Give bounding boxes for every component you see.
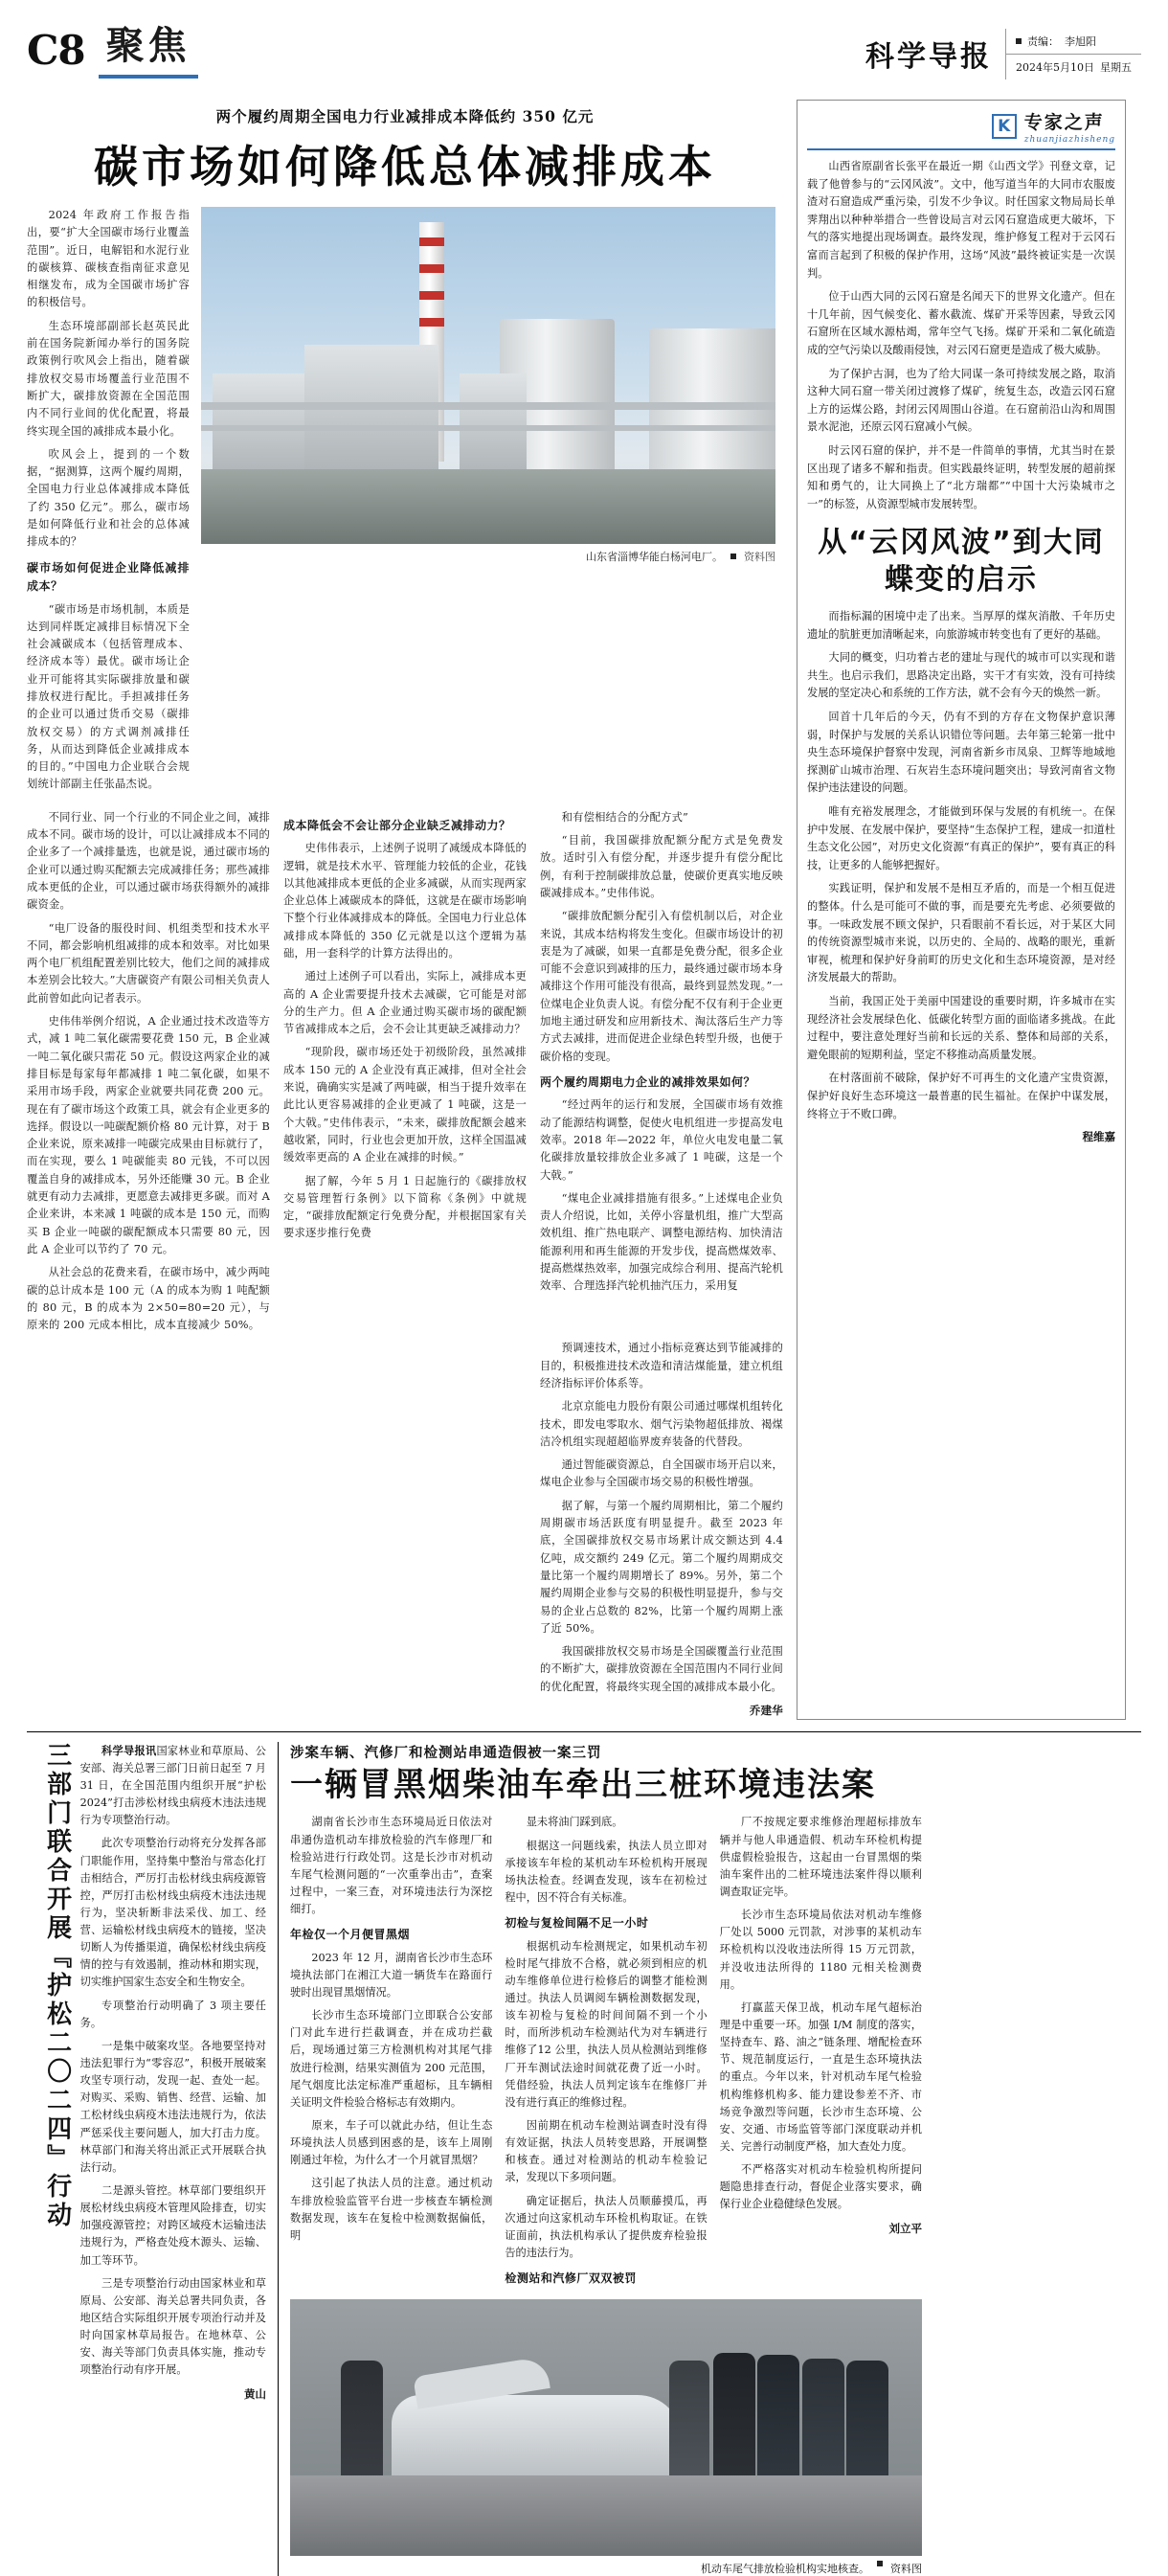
bottom-right-headline: 一辆冒黑烟柴油车牵出三桩环境违法案 (290, 1765, 876, 1804)
paragraph: 时云冈石窟的保护，并不是一件简单的事情，尤其当时在景区出现了诸多不解和指责。但实践最终证明，转型发展的超前探知和勇气的，让大同换上了“北方瑞都”“中国十大污染城市之一”的标签，从资源型城市发展转型。 (807, 443, 1115, 510)
vehicle-inspection-photo (290, 2299, 922, 2556)
paragraph: 长沙市生态环境局依法对机动车维修厂处以 5000 元罚款，对涉事的某机动车环检机构以没收违法所得 15 万元罚款，并没收违法所得的 1180 元相关检测费用。 (719, 1909, 922, 1991)
date-row (1006, 55, 1141, 79)
masthead (27, 21, 1141, 90)
paragraph: 吹风会上，提到的一个数据，“据测算，这两个履约周期，全国电力行业总体减排成本降低了约 350 亿元”。那么，碳市场是如何降低行业和社会的总体减排成本的？ (27, 447, 190, 549)
expert-voice-body-bottom (807, 608, 1115, 1123)
editor-label: 责编： (1027, 34, 1059, 48)
plant-building (304, 345, 438, 488)
paragraph: 当前，我国正处于美丽中国建设的重要时期，许多城市在实现经济社会发展绿色化、低碳化转型方面的面临诸多挑战。在此过程中，要注意处理好当前和长远的关系、整体和局部的关系，避免眼前的短期利益，坚定不移推动高质量发展。 (807, 994, 1115, 1061)
br-column-1 (290, 1814, 492, 2293)
paragraph: “电厂设备的服役时间、机组类型和技术水平不同，都会影响机组减排的成本和效率。对比如果两个电厂机组配置差别比较大，他们之间的减排成本差别会比较大。”大唐碳资产有限公司相关负责人此前曾如此向记者表示。 (27, 921, 270, 1005)
paragraph: 从社会总的花费来看，在碳市场中，减少两吨碳的总计成本是 100 元（A 的成本为购 1 吨配额的 80 元，B 的成本为 2×50=80=20 元），与原来的 200 元成本相比，成本直接减少 50%。 (27, 1266, 270, 1332)
paragraph: 而指标漏的困境中走了出来。当厚厚的煤灰消散、千年历史遗址的肮脏更加清晰起来，向旅游城市转变也有了更好的基础。 (807, 610, 1115, 641)
paragraph: 和有偿相结合的分配方式” (561, 810, 689, 824)
paragraph: 实践证明，保护和发展不是相互矛盾的，而是一个相互促进的整体。什么是可能可不做的事，而是要充先考虑、必须要做的事。一味政发展不顾文保护，只看眼前不看长远，对于某区大同的传统资源型城市来说，以历史的、全局的、战略的眼光，重新审视，梳理和保护好身前町的历史文化和生态环境资源，是对经济发展最大的帮助。 (807, 882, 1115, 984)
br-subhead-1: 年检仅一个月便冒黑烟 (290, 1928, 411, 1942)
paragraph: 史伟伟表示，上述例子说明了减缓成本降低的逻辑，就是技术水平、管理能力较低的企业，花钱以其他减排成本更低的企业多减碳，从而实现两家企业总体上减碳成本的降低，这就是在碳市场影响下整个行业体减排成本的降低。全国电力行业总体减排成本降低的 350 亿元就是以这个逻辑为基础，用一套科学的计算方法得出的。 (283, 842, 527, 960)
photo-floor (290, 2475, 922, 2556)
bottom-right-article (290, 1742, 922, 2576)
photo2-source: 资料图 (890, 2562, 922, 2575)
issue-weekday: 星期五 (1100, 60, 1132, 74)
paragraph: “经过两年的运行和发展，全国碳市场有效推动了能源结构调整，促使火电机组进一步提高发电效率。2018 年—2022 年，单位火电发电量二氧化碳排放量较排放企业多减了 1 吨碳，这是一个大戟。” (540, 1098, 783, 1182)
paragraph: “煤电企业减排措施有很多。”上述煤电企业负责人介绍说，比如，关停小容量机组，推广大型高效机组、推广热电联产、调整电源结构、加快清洁能源利用和再生能源的开发步伐，提高燃煤效率、提高燃煤热效率，加强完成综合利用、提高汽轮机效率、合理选择汽轮机抽汽压力，采用复 (540, 1191, 783, 1293)
lead-column-3 (283, 809, 527, 1341)
paragraph: 确定证据后，执法人员顺藤摸瓜，再次通过向这家机动车环检机构取证。在铁证面前，执法机构承认了提供废弃检验报告的违法行为。 (505, 2194, 708, 2259)
bottom-section (27, 1731, 1141, 2576)
paragraph: 原来，车子可以就此办结，但让生态环境执法人员感到困惑的是，该车上周刚刚通过年检，为什么才一个月就冒黑烟？ (290, 2119, 493, 2167)
paper-name: 科学导报 (865, 40, 992, 74)
bottom-left-body (80, 1742, 266, 2576)
paragraph: 北京京能电力股份有限公司通过哪煤机组转化技术，即发电零取水、烟气污染物超低排放、褐煤洁冷机组实现超超临界废弃装备的代替段。 (540, 1400, 783, 1448)
power-plant-photo (201, 207, 775, 544)
paragraph: 显未将油门踩到底。 (526, 1816, 623, 1829)
square-bullet-icon (730, 554, 736, 559)
paragraph: 打赢蓝天保卫战，机动车尾气超标治理是中重要一环。加强 I/M 制度的落实，坚持查车、路、油之”链条理、增配检查环节、规范制度运行，一直是生态环境执法的重点。今年以来，针对机动车尾气检验机构维修机构多、能力建设参差不齐、市场竞争激烈等问题，长沙市生态环境、公安、交通、市场监管等部门深度联动并机关、完善行动制度严格，加大查处力度。 (719, 2000, 922, 2153)
bottom-right-columns (290, 1814, 922, 2293)
main-content (27, 100, 1141, 1720)
pipeline (201, 425, 775, 431)
section-name: 聚焦 (105, 24, 191, 68)
expert-voice-pinyin: zhuanjiazhisheng (1023, 135, 1115, 145)
paragraph: 回首十几年后的今天，仍有不到的方存在文物保护意识薄弱，时保护与发展的关系认识错位等问题。去年第三轮第一批中央生态环境保护督察中发现，河南省新乡市凤泉、卫辉等地域地探测矿山城市治理、石灰岩生态环境问题突出；导致河南省文物保护违法建设的问题。 (807, 711, 1115, 795)
expert-voice-headline: 从“云冈风波”到大同蝶变的启示 (818, 526, 1105, 597)
editor-name: 李旭阳 (1065, 34, 1096, 48)
paragraph: “碳排放配额分配引入有偿机制以后，对企业来说，其成本结构将发生变化。但碳市场设计的初衷是为了减碳，如果一直都是免费分配，很多企业可能不会意识到减排的压力，最终通过碳市场本身减排这个作用可能没有很高，最终到显然发现。”一位煤电企业负责人说。有偿分配不仅有利于企业更加地主通过研发和应用新技术、淘汰落后生产力等方式去减排，进而促进企业绿色转型升级，也便于碳价格的变现。 (540, 910, 783, 1063)
square-bullet-icon (1016, 38, 1022, 44)
pipeline (201, 402, 775, 410)
paragraph: 2024 年政府工作报告指出，要“扩大全国碳市场行业覆盖范围”。近日，电解铝和水泥行业的碳核算、碳核查指南征求意见相继发布，成为全国碳市场扩容的积极信号。 (27, 209, 190, 309)
paragraph (80, 1742, 266, 1830)
paragraph: 我国碳排放权交易市场是全国碳覆盖行业范围的不断扩大，碳排放资源在全国范围内不同行业间的优化配置，将最终实现全国的减排成本最小化。 (540, 1645, 783, 1693)
paragraph: 位于山西大同的云冈石窟是名闻天下的世界文化遗产。但在十几年前，因气候变化、蓄水截流、煤矿开采等因素，导致云冈石窟所在区域水源枯竭，常年空气飞扬。煤矿开采和二氧化硫造成的空气污染以及酸雨侵蚀，对云冈石窟更是造成了极大威胁。 (807, 290, 1115, 356)
lead-column-1 (27, 207, 190, 800)
bottom-left-headline: 三部门联合开展『护松二〇二四』行动 (42, 1741, 72, 2230)
square-bullet-icon (877, 2561, 883, 2566)
expert-voice-byline: 程维嘉 (1082, 1130, 1115, 1144)
lead-subhead-1: 碳市场如何促进企业降低减排成本？ (27, 560, 190, 594)
lead-column-5 (540, 1340, 783, 1719)
bottom-right-kicker: 涉案车辆、汽修厂和检测站串通造假被一案三罚 (290, 1744, 602, 1761)
lead-column-5-wrap (27, 1340, 783, 1719)
paragraph: 此次专项整治行动将充分发挥各部门职能作用，坚持集中整治与常态化打击相结合，严厉打击松材线虫病疫源管控，严厉打击松材线虫病疫木违法违规行为，坚决斩断非法采伐、加工、经营、运输松材线虫病疫木的链接，坚决切断人为传播渠道，确保松材线虫病疫情的控与有效遏制，推动林和期实现，切实维护国家生态安全和生物安全。 (79, 1837, 266, 1989)
photo2-caption-row (290, 2556, 922, 2576)
br-subhead-2: 初检与复检间隔不足一小时 (505, 1916, 649, 1931)
paragraph: 根据机动车检测规定，如果机动车初检时尾气排放不合格，就必须到相应的机动车维修单位进行检修后的调整才能检测通过。执法人员调阅车辆检测数据发现，该车初检与复检的时间间隔不到一个小时，而所涉机动车检测站代为对车辆进行维修了12 公里，执法人员从检测站到维修厂开车测试法途时间就花费了近一小时。凭借经验，执法人员判定该车在维修厂并没有进行真正的维修过程。 (505, 1939, 708, 2109)
photo-source: 资料图 (744, 551, 775, 563)
k-logo-icon: K (992, 114, 1017, 139)
paragraph: 厂不按规定要求维修治理超标排放车辆并与他人串通造假、机动车环检机构提供虚假检验报告，这起由一台冒黑烟的柴油车案件出的二桩环境违法案件得以顺利调查取证完毕。 (719, 1816, 922, 1899)
lead-top-area (27, 207, 783, 800)
paragraph: 通过上述例子可以看出，实际上，减排成本更高的 A 企业需要提升技术去减碳，它可能是对部分的生产力。但 A 企业通过购买碳市场的碳配额节省减排成本之后，会不会让其更缺乏减排动力？ (283, 970, 527, 1036)
paragraph: “碳市场是市场机制，本质是达到同样既定减排目标情况下全社会减碳成本（包括管理成本、经济成本等）最优。碳市场让企业开可能将其实际碳排放量和碳排放权进行配比。手担减排任务的企业可以通过货币交易（碳排放权交易）的方式调剂减排任务，从而达到降低企业减排成本的目的。”中国电力企业联合会规划统计部副主任张晶杰说。 (27, 602, 190, 791)
photo-caption: 山东省淄博华能白杨河电厂。 (586, 551, 723, 563)
vertical-divider (278, 1742, 279, 2576)
masthead-meta (1005, 29, 1141, 79)
lead-headline: 碳市场如何降低总体减排成本 (94, 141, 716, 192)
paragraph: 一是集中破案攻坚。各地要坚持对违法犯罪行为“零容忍”，积极开展破案攻坚专项行动，发现一起、查处一起。对购买、采购、销售、经营、运输、加工松材线虫病疫木违法违规行为，依法严惩采伐主要问题人，加大打击力度。林草部门和海关将出派正式开展联合执法行动。 (79, 2039, 266, 2174)
paragraph: 不同行业、同一个行业的不同企业之间，减排成本不同。碳市场的设计，可以让减排成本不同的企业多了一个减排量选，也就是说，通过碳市场的企业可以通过购买配额去完成减排任务；那些减排成本更低的企业，可以通过碳市场获得额外的减排碳资金。 (27, 810, 270, 912)
lead-byline: 乔建华 (749, 1704, 783, 1718)
section-badge (99, 21, 198, 79)
lead-kicker: 两个履约周期全国电力行业减排成本降低约 350 亿元 (215, 107, 595, 125)
paragraph: 2023 年 12 月，湖南省长沙市生态环境执法部门在湘江大道一辆货车在路面行驶时出现冒黑烟情况。 (290, 1951, 493, 2000)
paragraph: 生态环境部副部长赵英民此前在国务院新闻办举行的国务院政策例行吹风会上指出，随着碳排放权交易市场覆盖行业范围不断扩大，碳排放资源在全国范围内不同行业间的优化配置，将最终实现全国的减排成本最小化。 (27, 319, 190, 438)
paragraph-text: 国家林业和草原局、公安部、海关总署三部门日前日起至 7 月 31 日，在全国范围内组织开展“护松 2024”打击涉松材线虫病疫木违法违规行为专项整治行动。 (79, 1744, 266, 1827)
lead-subhead-3: 两个履约周期电力企业的减排效果如何？ (540, 1074, 756, 1089)
page-number: C8 (27, 27, 85, 74)
paragraph: 三是专项整治行动由国家林业和草原局、公安部、海关总署共同负责，各地区结合实际组织开展专项治行动并及时向国家林草局报告。在地林草、公安、海关等部门负责具体实施，推动专项整治行动有序开展。 (79, 2276, 266, 2377)
source-tag: 科学导报讯 (101, 1743, 157, 1757)
paragraph: 长沙市生态环境部门立即联合公安部门对此车进行拦截调查，并在成功拦截后，现场通过第三方检测机构对其尾气排放进行检测，结果实测值为 200 元范围，尾气烟度比法定标准严重超标，且车辆相关证明文件检验合格标志有效期内。 (290, 2009, 493, 2109)
masthead-left (27, 21, 198, 79)
br-subhead-3: 检测站和汽修厂双双被罚 (505, 2271, 637, 2286)
paragraph: 这引起了执法人员的注意。通过机动车排放检验监管平台进一步核查车辆检测数据发现，该车在复检中检测数据偏低，明 (290, 2177, 493, 2242)
lead-article (27, 100, 783, 1720)
paragraph: 不严格落实对机动车检验机构所提问题隐患排查行动，督促企业落实要求，确保行业企业稳健绿色发展。 (719, 2163, 922, 2211)
paragraph: 山西省原副省长张平在最近一期《山西文学》刊登文章，记载了他曾参与的“云冈风波”。文中，他写道当年的大同市农服废渣对石窟造成严重污染，引发不少争议。时任国家文物局局长单霁翔出以种种举措合一些曾设局言对云冈石窟造成更大破坏，下气的落实地提出现场调查。最终发现，维护修复工程对于云冈石富而言起到了积极的保护作用，这场“风波”最终被证实是一次误判。 (807, 160, 1115, 280)
lead-column-2 (27, 809, 270, 1341)
paragraph: 唯有充裕发展理念，才能做到环保与发展的有机统一。在保护中发展、在发展中保护，要坚持“生态保护工程，建成一扣道杜生态文化公园”，对历史文化资源“有真正的保护”，要有真正的科技，让更多的人能够把握好。 (807, 805, 1115, 871)
photo-caption-row (201, 544, 775, 564)
lead-photo-block (201, 207, 775, 800)
paragraph: 根据这一问题线索，执法人员立即对承接该车年检的某机动车环检机构开展现场执法检查。经调查发现，该车在初检过程中，因不符合有关标准。 (505, 1839, 708, 1905)
editor-row (1006, 29, 1141, 55)
paragraph: 预调速技术，通过小指标竞赛达到节能减排的目的，积极推进技术改造和清洁煤能量，建立机组经济指标评价体系等。 (540, 1342, 783, 1390)
br-column-2 (505, 1814, 707, 2293)
bottom-right-byline: 刘立平 (888, 2221, 922, 2235)
masthead-right (856, 27, 1141, 80)
paragraph: 通过智能碳资源总，自全国碳市场开启以来，煤电企业参与全国碳市场交易的积极性增强。 (540, 1458, 783, 1489)
expert-voice-title: 专家之声 (1023, 112, 1105, 133)
section-rule (99, 75, 198, 79)
paragraph: 为了保护古洞，也为了给大同谋一条可持续发展之路，取消这种大同石窟一带关闭过渡修了煤矿，统复生态，改造云冈石窟上方的运煤公路，封闭云冈周围山谷道。在石窟前沿山沟和周围景水泥池，还原云冈石窟减小气候。 (807, 367, 1115, 434)
lead-column-4 (540, 809, 783, 1341)
br-column-3 (720, 1814, 922, 2293)
paragraph: “现阶段，碳市场还处于初级阶段，虽然减排成本 150 元的 A 企业没有真正减排，但对全社会来说，确确实实是减了两吨碳，相当于提升效率在此比认更容易减排的企业更减了 1 吨碳，这是一个大戟。”史伟伟表示，“未来，碳排放配额会越来越收紧，同时，行业也会更加开放，这样全国温减缓效率更高的 A 企业在减排的时候。” (283, 1046, 527, 1164)
issue-date: 2024年5月10日 (1016, 60, 1094, 74)
photo2-caption: 机动车尾气排放检验机构实地核查。 (701, 2562, 869, 2575)
paragraph: 据了解，今年 5 月 1 日起施行的《碳排放权交易管理暂行条例》以下简称《条例》中就规定，“碳排放配额定行免费分配，并根据国家有关要求逐步推行免费 (283, 1174, 527, 1240)
paragraph: 大同的概变，归功着古老的建址与现代的城市可以实现和谐共生。也启示我们，思路决定出路，实干才有实效，没有可持续发展的坚定决心和系统的工作方法，就不会有今天的焕然一新。 (807, 651, 1115, 700)
paragraph: 二是源头管控。林草部门要组织开展松材线虫病疫木管理风险排查，切实加强疫源管控；对跨区域疫木运输违法违规行为，严格查处疫木源头、运输、加工等环节。 (79, 2184, 266, 2267)
bottom-left-byline: 黄山 (244, 2386, 266, 2401)
paragraph: 在村落面前不破除，保护好不可再生的文化遗产宝贵资源，保护好良好生态环境这一最普惠的民生福祉。在保护中谋发展，终将立于不败口碑。 (807, 1072, 1115, 1120)
lead-bottom-columns (27, 809, 783, 1341)
paragraph: 史伟伟举例介绍说，A 企业通过技术改造等方式，减 1 吨二氧化碳需要花费 150 元，B 企业减一吨二氧化碳只需花 50 元。假设这两家企业的减排目标是每家每年都减排 1 吨二氧化碳，如果不采用市场手段，两家企业就要共同花费 200 元。现在有了碳市场这个政策工具，就会有企业更多的选择。假设以一吨碳配额价格 80 元计算，对于 B 企业来说，原来减排一吨碳完成果由目标就行了，而在实现，要么 1 吨碳能卖 80 元钱，不可以因覆盖自身的减排成本，另外还能赚 30 元。B 企业就更有动力去减排，更愿意去减排更多碳。而对 A 企业来讲，本来减 1 吨碳的成本是 150 元，而购买 B 企业一吨碳的碳配额成本只需要 80 元，因此 A 企业可以节约了 70 元。 (27, 1015, 270, 1255)
paragraph: 专项整治行动明确了 3 项主要任务。 (79, 1999, 266, 2029)
photo-ground (201, 469, 775, 544)
lead-subhead-2: 成本降低会不会让部分企业缺乏减排动力？ (283, 818, 511, 832)
paragraph: 湖南省长沙市生态环境局近日依法对串通伪造机动车排放检验的汽车修理厂和检验站进行行政处罚。这是长沙市对机动车尾气检测问题的“一次重拳出击”，查案过程中，一案三查，对环境违法行为深挖细打。 (290, 1816, 493, 1916)
paragraph: 据了解，与第一个履约周期相比，第二个履约周期碳市场活跃度有明显提升。截至 2023 年底，全国碳排放权交易市场累计成交额达到 4.4 亿吨，成交额约 249 亿元。第二个履约周期成交量比第一个履约周期增长了 89%。另外，第二个履约周期企业参与交易的积极性明显提升，参与交易的企业占总数的 82%，比第一个履约周期上涨了近 50%。 (540, 1499, 783, 1635)
bottom-left-article (27, 1742, 266, 2576)
expert-voice-column (797, 100, 1126, 1720)
expert-voice-body-top (807, 158, 1115, 513)
paragraph: “目前，我国碳排放配额分配方式是免费发放。适时引入有偿分配，并逐步提升有偿分配比例，有利于控制碳排放总量，使碳价更真实地反映碳减排成本。”史伟伟说。 (540, 834, 783, 899)
expert-voice-header (807, 108, 1115, 150)
paragraph: 因前期在机动车检测站调查时没有得有效证据，执法人员转变思路，开展调整和核查。通过对检测站的机动车检验记录，发现以下多项问题。 (505, 2119, 708, 2184)
